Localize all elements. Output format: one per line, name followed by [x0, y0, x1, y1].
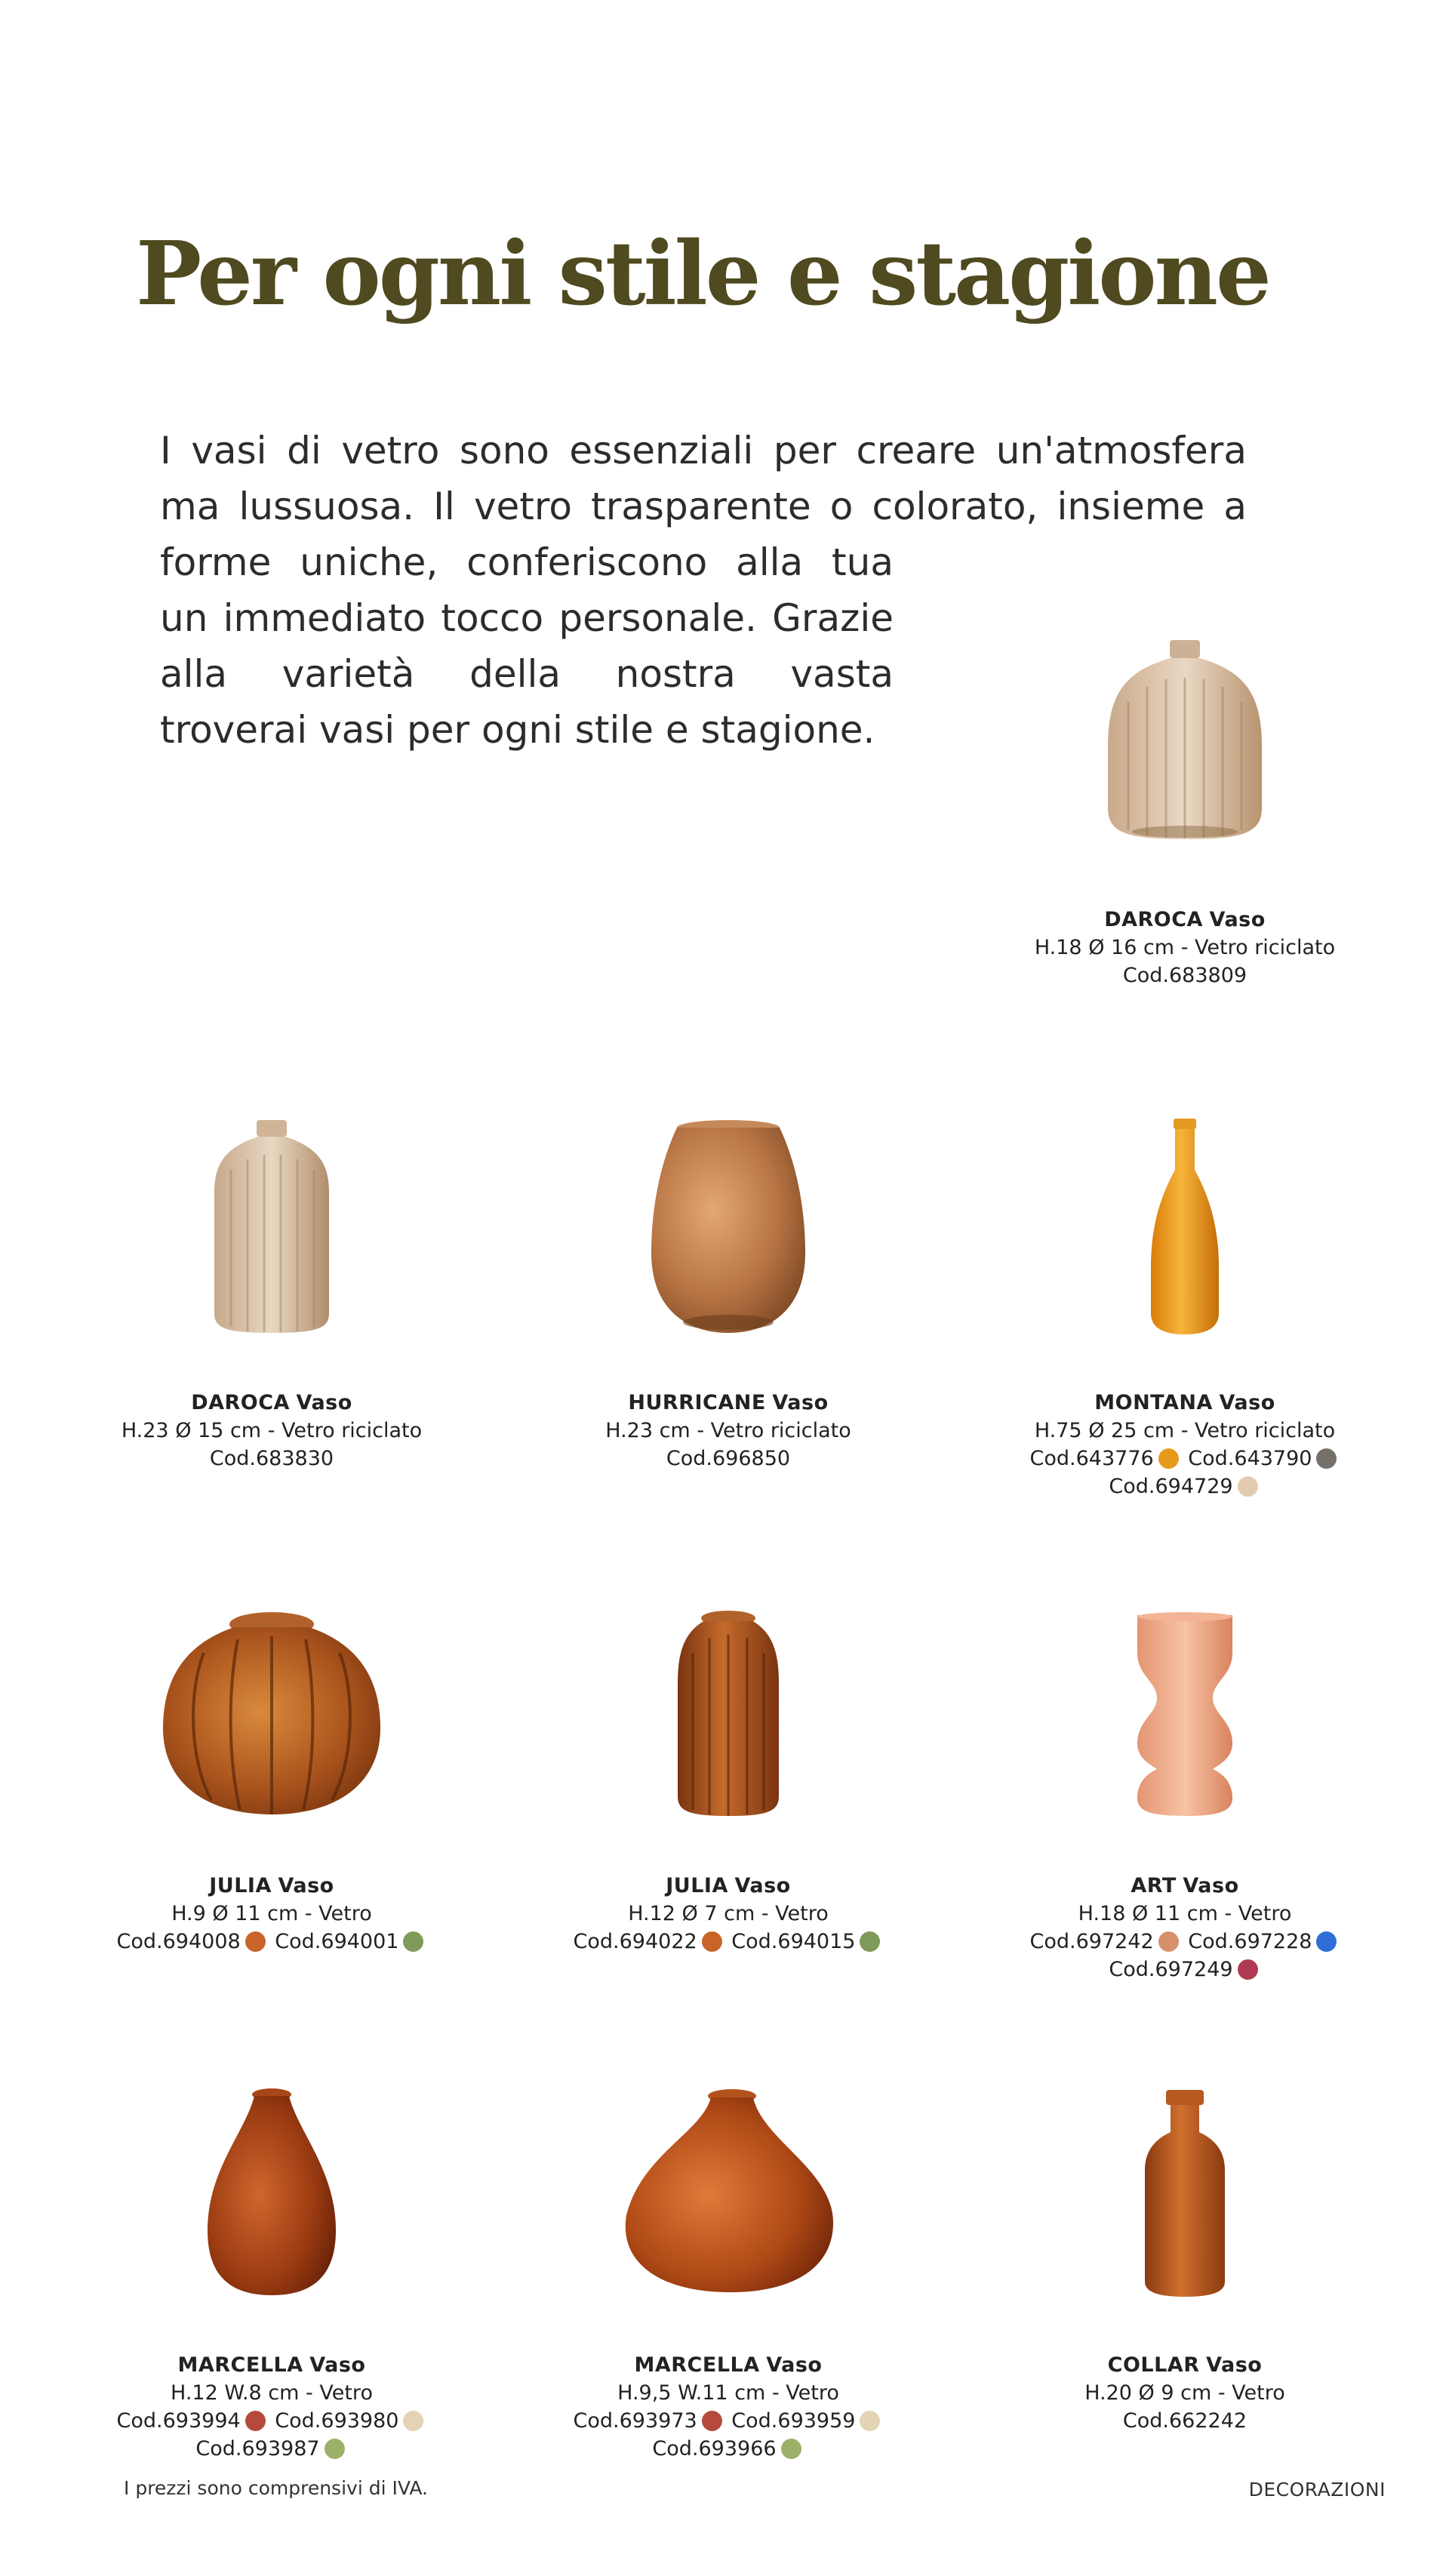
intro-line: un immediato tocco personale. Grazie — [160, 596, 894, 640]
marcella-wide-vase-image — [619, 2087, 838, 2298]
intro-line: I vasi di vetro sono essenziali per creare un'atmosfera — [160, 429, 1247, 472]
product-name: ART — [1131, 1874, 1177, 1897]
product-kind: Vaso — [278, 1874, 334, 1897]
product-name: MARCELLA — [177, 2353, 303, 2377]
footer-vat-note: I prezzi sono comprensivi di IVA. — [124, 2477, 428, 2499]
product-code: Cod.662242 — [1122, 2409, 1247, 2433]
product-kind: Vaso — [1209, 908, 1266, 931]
product-spec: H.18 Ø 11 cm - Vetro — [1078, 1902, 1292, 1925]
product-kind: Vaso — [1206, 2353, 1263, 2377]
intro-line: forme uniche, conferiscono alla tua — [160, 540, 894, 584]
vase-image — [989, 619, 1381, 845]
color-swatch[interactable] — [1158, 1448, 1179, 1469]
product-code: Cod.683830 — [209, 1447, 334, 1470]
product-code: Cod.693973 — [573, 2409, 697, 2433]
page-title: Per ogni stile e stagione — [136, 223, 1269, 325]
art-vase-image — [1128, 1608, 1241, 1819]
product-spec: H.12 Ø 7 cm - Vetro — [628, 1902, 829, 1925]
product-code: Cod.693994 — [116, 2409, 241, 2433]
product-name: COLLAR — [1107, 2353, 1200, 2377]
product-spec: H.20 Ø 9 cm - Vetro — [1084, 2381, 1285, 2405]
product-kind: Vaso — [734, 1874, 791, 1897]
product-kind: Vaso — [772, 1391, 829, 1414]
product-name: JULIA — [666, 1874, 728, 1897]
color-swatch[interactable] — [702, 2411, 722, 2431]
daroca-round-vase-image — [1094, 634, 1275, 845]
vase-image — [532, 1593, 924, 1819]
vase-image — [532, 2072, 924, 2298]
vase-image — [989, 1593, 1381, 1819]
product-spec: H.12 W.8 cm - Vetro — [171, 2381, 373, 2405]
vase-image — [989, 2072, 1381, 2298]
vase-image — [989, 1109, 1381, 1336]
color-swatch[interactable] — [860, 1931, 880, 1952]
vase-image — [75, 1109, 468, 1336]
daroca-tall-vase-image — [204, 1117, 340, 1336]
color-swatch[interactable] — [403, 2411, 423, 2431]
product-code: Cod.693959 — [731, 2409, 856, 2433]
color-swatch[interactable] — [1238, 1476, 1258, 1497]
product-spec: H.9 Ø 11 cm - Vetro — [171, 1902, 372, 1925]
vase-image — [75, 1593, 468, 1819]
collar-bottle-vase-image — [1136, 2087, 1234, 2298]
product-code: Cod.693966 — [652, 2437, 777, 2461]
intro-line: ma lussuosa. Il vetro trasparente o colorato, insieme a — [160, 485, 1247, 528]
product-name: HURRICANE — [628, 1391, 766, 1414]
julia-tall-vase-image — [672, 1608, 785, 1819]
color-swatch[interactable] — [781, 2439, 801, 2459]
color-swatch[interactable] — [860, 2411, 880, 2431]
color-swatch[interactable] — [245, 1931, 266, 1952]
intro-line: troverai vasi per ogni stile e stagione. — [160, 708, 875, 752]
product-spec: H.23 cm - Vetro riciclato — [605, 1419, 851, 1442]
product-code: Cod.683809 — [1122, 964, 1247, 987]
color-swatch[interactable] — [702, 1931, 722, 1952]
color-swatch[interactable] — [1158, 1931, 1179, 1952]
product-kind: Vaso — [296, 1391, 352, 1414]
product-code: Cod.697249 — [1109, 1958, 1233, 1981]
product-code: Cod.693987 — [195, 2437, 320, 2461]
product-kind: Vaso — [1219, 1391, 1275, 1414]
hurricane-vase-image — [645, 1117, 811, 1336]
product-name: JULIA — [209, 1874, 272, 1897]
product-code: Cod.697228 — [1188, 1930, 1312, 1953]
product-spec: H.9,5 W.11 cm - Vetro — [617, 2381, 839, 2405]
product-kind: Vaso — [309, 2353, 366, 2377]
product-code: Cod.694729 — [1109, 1475, 1233, 1498]
product-code: Cod.693980 — [275, 2409, 399, 2433]
vase-image — [532, 1109, 924, 1336]
julia-round-vase-image — [158, 1608, 385, 1819]
product-code: Cod.643776 — [1029, 1447, 1154, 1470]
product-kind: Vaso — [1183, 1874, 1239, 1897]
product-code: Cod.694015 — [731, 1930, 856, 1953]
color-swatch[interactable] — [325, 2439, 345, 2459]
color-swatch[interactable] — [1316, 1448, 1337, 1469]
color-swatch[interactable] — [1238, 1959, 1258, 1980]
product-code: Cod.697242 — [1029, 1930, 1154, 1953]
product-spec: H.18 Ø 16 cm - Vetro riciclato — [1034, 936, 1336, 959]
product-spec: H.23 Ø 15 cm - Vetro riciclato — [121, 1419, 423, 1442]
marcella-tall-vase-image — [200, 2087, 343, 2298]
product-code: Cod.694008 — [116, 1930, 241, 1953]
product-spec: H.75 Ø 25 cm - Vetro riciclato — [1034, 1419, 1336, 1442]
color-swatch[interactable] — [403, 1931, 423, 1952]
product-code: Cod.694022 — [573, 1930, 697, 1953]
product-name: MONTANA — [1094, 1391, 1213, 1414]
product-kind: Vaso — [766, 2353, 823, 2377]
color-swatch[interactable] — [1316, 1931, 1337, 1952]
product-name: MARCELLA — [634, 2353, 760, 2377]
product-name: DAROCA — [1104, 908, 1203, 931]
product-name: DAROCA — [191, 1391, 290, 1414]
product-code: Cod.643790 — [1188, 1447, 1312, 1470]
montana-bottle-vase-image — [1143, 1117, 1226, 1336]
color-swatch[interactable] — [245, 2411, 266, 2431]
footer-section-label: DECORAZIONI — [1248, 2479, 1386, 2501]
vase-image — [75, 2072, 468, 2298]
product-code: Cod.696850 — [666, 1447, 791, 1470]
product-code: Cod.694001 — [275, 1930, 399, 1953]
intro-line: alla varietà della nostra vasta — [160, 652, 894, 696]
